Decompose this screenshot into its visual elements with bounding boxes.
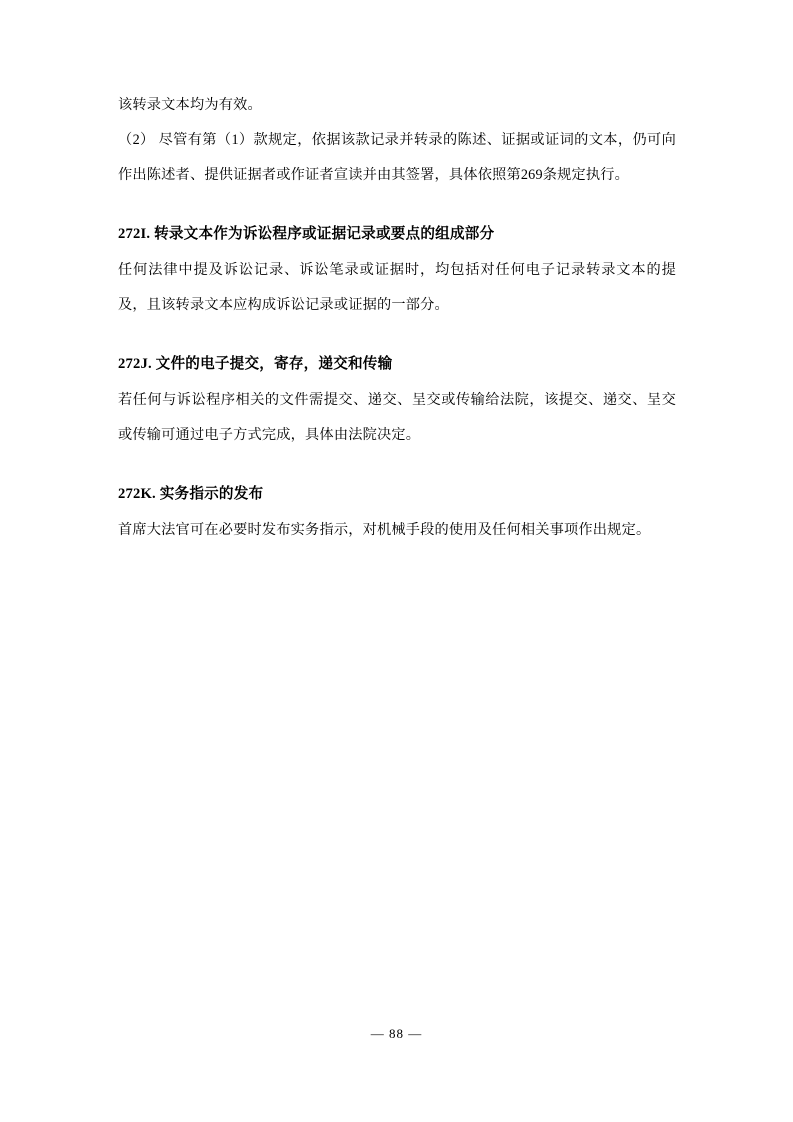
page-number: — 88 — (370, 1026, 423, 1041)
section-heading-272J: 272J. 文件的电子提交，寄存，递交和传输 (118, 356, 393, 372)
section-body-272J: 若任何与诉讼程序相关的文件需提交、递交、呈交或传输给法院，该提交、递交、呈交或传输可通过电子方式完成，具体由法院决定。 (118, 392, 676, 443)
section-heading-272I: 272I. 转录文本作为诉讼程序或证据记录或要点的组成部分 (118, 226, 495, 242)
paragraph-item-2: （2） 尽管有第（1）款规定，依据该款记录并转录的陈述、证据或证词的文本，仍可向作出陈述者、提供证据者或作证者宣读并由其签署，具体依照第269条规定执行。 (118, 132, 676, 183)
section-body-272K: 首席大法官可在必要时发布实务指示，对机械手段的使用及任何相关事项作出规定。 (118, 522, 651, 538)
section-heading-272K: 272K. 实务指示的发布 (118, 486, 264, 502)
paragraph-continuation: 该转录文本均为有效。 (118, 97, 262, 113)
section-body-272I: 任何法律中提及诉讼记录、诉讼笔录或证据时，均包括对任何电子记录转录文本的提及，且该转录文本应构成诉讼记录或证据的一部分。 (118, 262, 676, 313)
page-content (118, 88, 676, 548)
